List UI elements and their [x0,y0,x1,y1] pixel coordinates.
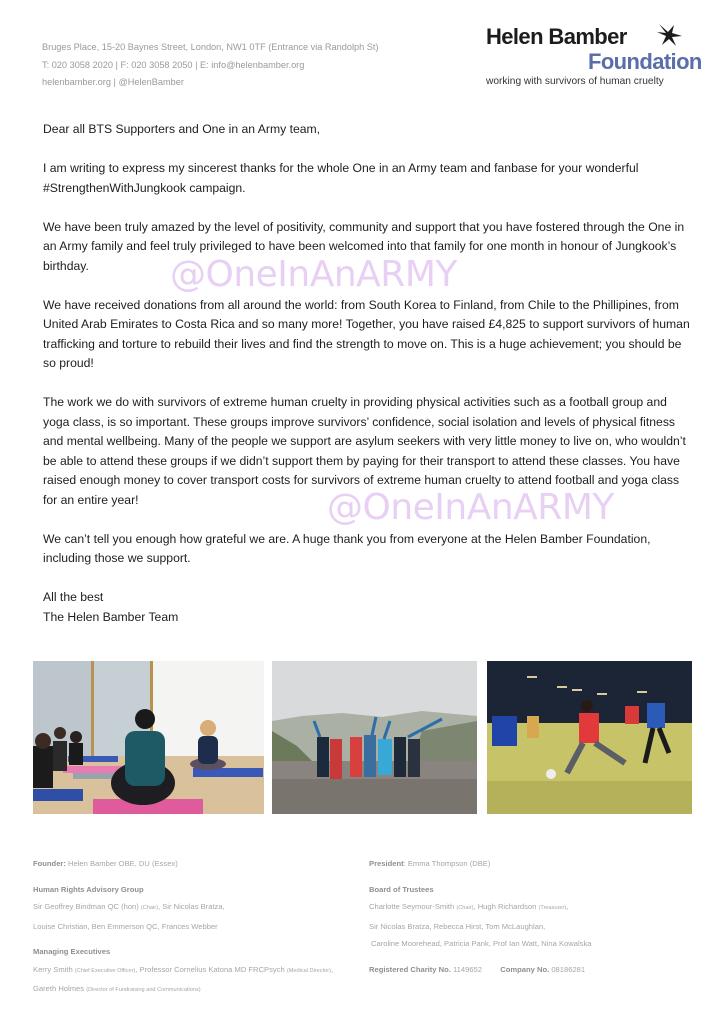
company-number: 08186281 [551,964,586,974]
foundation-logo [486,24,706,94]
advisory-member: Sir Geoffrey Bindman QC (hon) [33,902,139,911]
footer-right [369,855,699,978]
separator: , [566,902,569,911]
logo-name: Helen Bamber [486,24,627,49]
exec-member: , Professor Cornelius Katona MD FRCPsych [135,964,285,974]
logo-foundation: Foundation [588,49,702,74]
president-label: President [369,859,404,868]
advisory-member: , Sir Nicolas Bratza, [158,902,225,911]
exec-role: (Director of Fundraising and Communications) [86,987,201,993]
bird-icon [656,22,684,48]
paragraph: The work we do with survivors of extreme human cruelty in providing physical activities such as a football group and yoga class, is so important. These groups improve survivors’ confidence, social isolation and levels of physical fitness and mental wellbeing. Many of the people we support are asylum seekers with very little money to live on, who wouldn’t be able to attend these groups if we didn’t support them by paying for their transport to attend these classes. You have raised enough money to cover transport costs for survivors of extreme human cruelty to attend football and yoga class for an entire year! [43,395,686,507]
exec-title: Managing Executives [33,947,111,956]
charity-number: 1149652 [453,964,482,974]
salutation: Dear all BTS Supporters and One in an Army team, [43,122,321,136]
paragraph: We have received donations from all around the world: from South Korea to Finland, from Chile to the Phillipines, from United Arab Emirates to Costa Rica and so many more! Together, you have raised £4,825 to support survivors of human trafficking and torture to rebuild their lives and find the strength to move on. This is a huge achievement; you should be so proud! [43,297,690,370]
separator: , [330,964,334,974]
web-line: helenbamber.org | @HelenBamber [42,77,184,87]
exec-role: (Medical Director) [286,967,331,974]
trustee-role: (Chair) [456,905,474,911]
paragraph: I am writing to express my sincerest thanks for the whole One in an Army team and fanbase for your wonderful #StrengthenWithJungkook campaign. [43,161,639,195]
logo-tagline: working with survivors of human cruelty [486,76,664,87]
signature: The Helen Bamber Team [43,609,179,624]
exec-member: Gareth Holmes [33,984,85,993]
advisory-group [33,881,363,936]
company-label: Company No. [500,964,550,974]
registration-line [369,961,699,979]
trustee-member: , Hugh Richardson [473,902,537,911]
trustees-title: Board of Trustees [369,884,434,894]
address-line: Bruges Place, 15-20 Baynes Street, London, NW1 0TF (Entrance via Randolph St) [42,42,379,52]
footer-left [33,855,363,1000]
watermark: @OneInAnARMY [170,254,457,295]
photo-football-game [487,661,692,814]
signoff: All the best [43,590,104,604]
president-line [369,855,699,873]
watermark: @OneInAnARMY [327,487,614,528]
managing-executives [33,943,363,1000]
trustee-member: Charlotte Seymour-Smith [369,902,455,911]
founder-value: Helen Bamber OBE, DU (Essex) [68,859,178,868]
paragraph: We can’t tell you enough how grateful we are. A huge thank you from everyone at the Helen Bamber Foundation, including those we support. [43,531,651,565]
president-value: : Emma Thompson (DBE) [403,859,491,868]
advisory-role: (Chair) [140,905,159,911]
trustee-members: Sir Nicolas Bratza, Rebecca Hirst, Tom McLaughlan, [369,921,546,931]
photo-yoga-class [33,661,264,814]
contact-header [42,39,379,92]
exec-role: (Chief Executive Officer) [74,967,136,974]
advisory-members: Louise Christian, Ben Emmerson QC, Frances Webber [33,921,218,931]
trustee-role: (Treasurer) [538,905,567,911]
paragraph: We have been truly amazed by the level of positivity, community and support that you have fostered through the One in an Army family and feel truly privileged to have been welcomed into that family for one month in honour of Jungkook’s birthday. [43,219,685,273]
advisory-title: Human Rights Advisory Group [33,884,144,894]
board-of-trustees [369,881,699,953]
letter-body [43,120,693,627]
exec-member: Kerry Smith [33,964,73,974]
photo-mountain-hikers [272,661,477,814]
trustee-members: Caroline Moorehead, Patricia Pank, Prof Ian Watt, Nina Kowalska [371,939,592,948]
charity-label: Registered Charity No. [369,964,451,974]
contact-line: T: 020 3058 2020 | F: 020 3058 2050 | E: info@helenbamber.org [42,59,305,70]
founder-line [33,855,363,873]
founder-label: Founder: [33,859,66,868]
